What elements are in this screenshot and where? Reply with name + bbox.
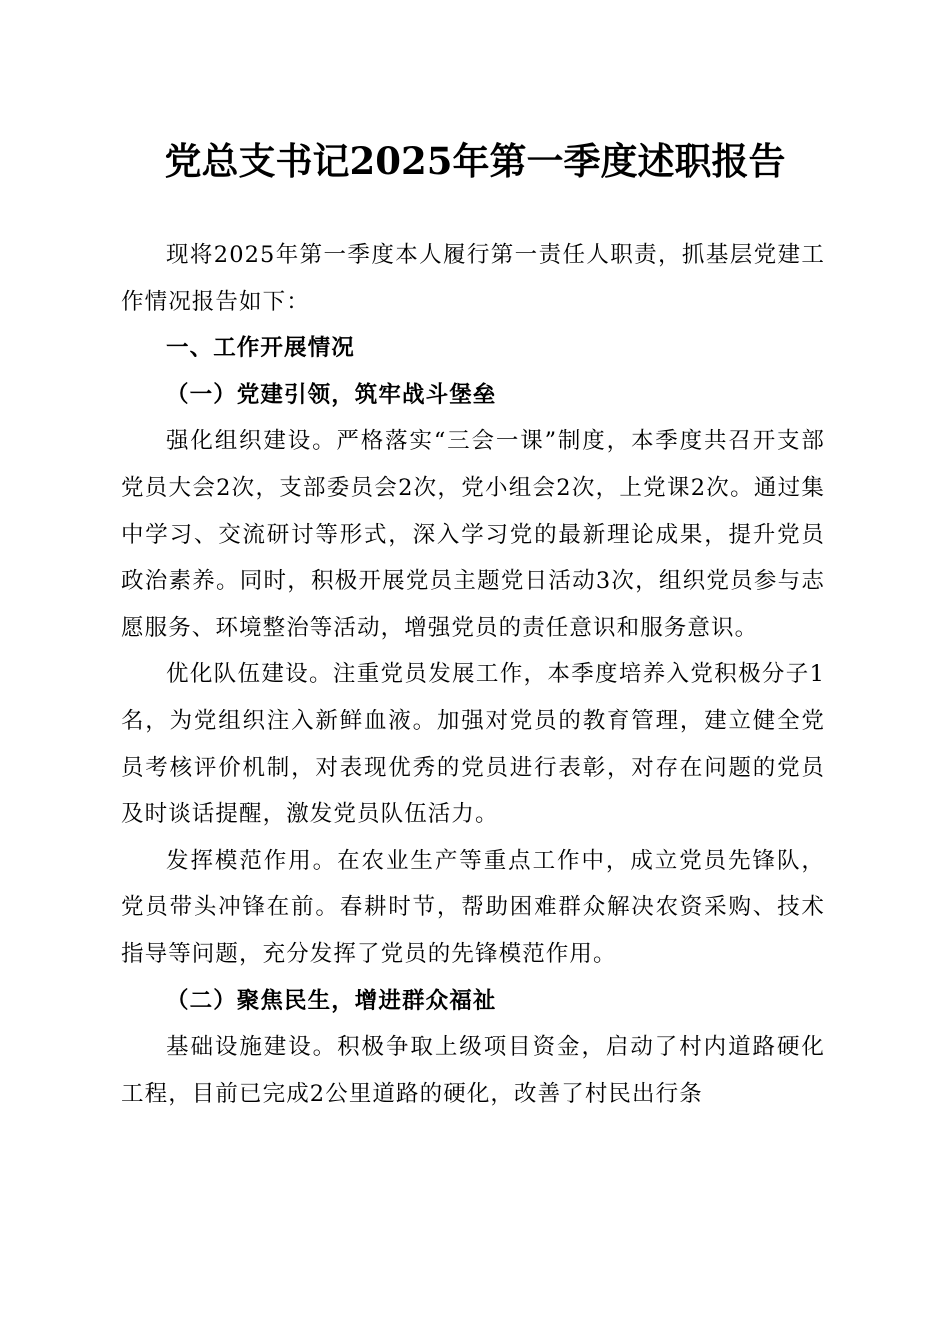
subsection-heading-1: （一）党建引领，筑牢战斗堡垒 bbox=[166, 381, 497, 408]
subsection-heading-2: （二）聚焦民生，增进群众福祉 bbox=[166, 987, 497, 1014]
document-title: 党总支书记2025年第一季度述职报告 bbox=[164, 139, 786, 183]
paragraph-model-role: 发挥模范作用。在农业生产等重点工作中，成立党员先锋队，党员带头冲锋在前。春耕时节，帮助困难群众解决农资采购、技术指导等问题，充分发挥了党员的先锋模范作用。 bbox=[121, 847, 825, 967]
intro-paragraph: 现将2025年第一季度本人履行第一责任人职责，抓基层党建工作情况报告如下： bbox=[121, 242, 825, 315]
section-heading-1: 一、工作开展情况 bbox=[166, 335, 355, 362]
document-body bbox=[121, 232, 825, 1117]
paragraph-infrastructure: 基础设施建设。积极争取上级项目资金，启动了村内道路硬化工程，目前已完成2公里道路的硬化，改善了村民出行条 bbox=[121, 1034, 825, 1107]
paragraph-organization: 强化组织建设。严格落实“三会一课”制度，本季度共召开支部党员大会2次，支部委员会2次，党小组会2次，上党课2次。通过集中学习、交流研讨等形式，深入学习党的最新理论成果，提升党员政治素养。同时，积极开展党员主题党日活动3次，组织党员参与志愿服务、环境整治等活动，增强党员的责任意识和服务意识。 bbox=[121, 428, 825, 641]
paragraph-team: 优化队伍建设。注重党员发展工作，本季度培养入党积极分子1名，为党组织注入新鲜血液。加强对党员的教育管理，建立健全党员考核评价机制，对表现优秀的党员进行表彰，对存在问题的党员及时谈话提醒，激发党员队伍活力。 bbox=[121, 661, 825, 828]
